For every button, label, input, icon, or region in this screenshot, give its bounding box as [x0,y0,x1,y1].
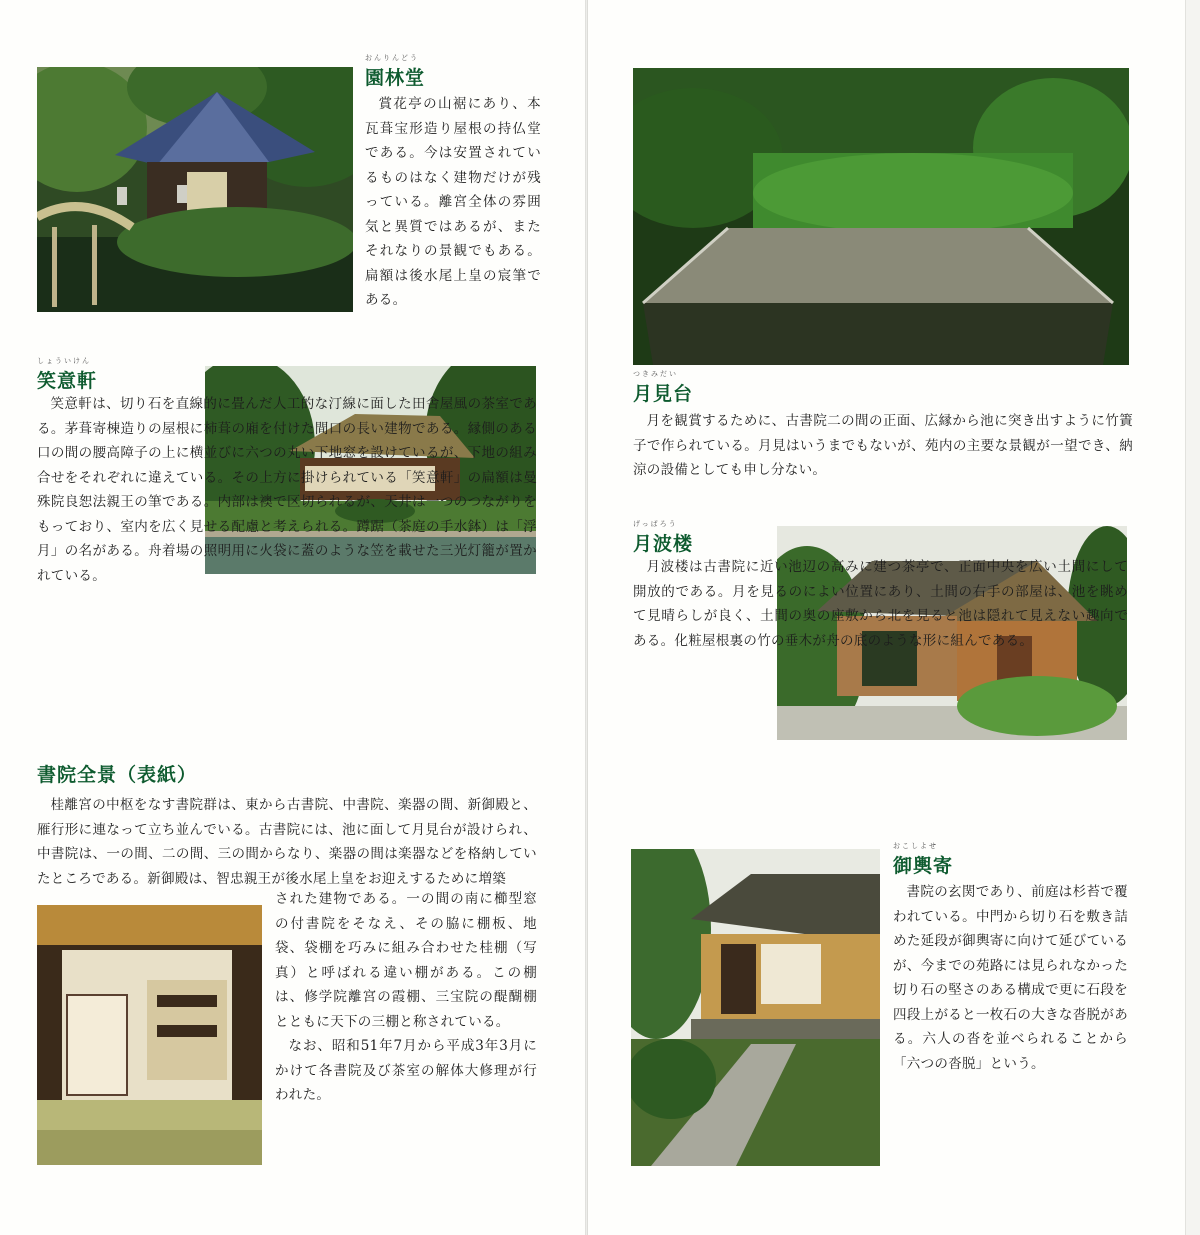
geppa-heading [633,520,773,556]
page-edge [1185,0,1200,1235]
tsukimidai-furigana: つきみだい [633,370,678,378]
shoiken-title: 笑意軒 [37,370,98,392]
geppa-title: 月波楼 [633,533,694,555]
page-fold [585,0,588,1235]
shoiken-heading [37,357,202,393]
shoin-section [37,760,537,891]
shoin-photo [37,905,262,1165]
geppa-furigana: げっぱろう [633,520,678,528]
geppa-body: 月波楼は古書院に近い池辺の高みに建つ茶亭で、正面中央を広い土間にして開放的である。月を見るのによい位置にあり、土間の右手の部屋は、池を眺めて見晴らしが良く、土間の奥の座敷から北を見ると池は隠れて見えない趣向である。化粧屋根裏の竹の垂木が舟の底のような形に組んである。 [633,559,1128,649]
onrindo-title: 園林堂 [365,67,426,89]
tsukimidai-photo [633,68,1129,365]
tsukimidai-section [633,370,1133,483]
shoin-title: 書院全景（表紙） [37,764,198,786]
okoshiyose-body: 書院の玄関であり、前庭は杉苔で覆われている。中門から切り石を敷き詰めた延段が御輿寄に向けて延びているが、今までの苑路には見られなかった切り石の堅さのある構成で更に石段を四段上がると一枚石の大きな沓脱がある。六人の沓を並べられることから「六つの沓脱」という。 [893,884,1128,1072]
shoin-body-3: なお、昭和51年7月から平成3年3月にかけて各書院及び茶室の解体大修理が行われた。 [275,1038,537,1103]
shoin-body-2: された建物である。一の間の南に櫛型窓の付書院をそなえ、その脇に棚板、地袋、袋棚を巧みに組み合わせた桂棚（写真）と呼ばれる違い棚がある。この棚は、修学院離宮の霞棚、三宝院の醍醐棚とともに天下の三棚と称されている。 [275,891,537,1030]
tsukimidai-body: 月を観賞するために、古書院二の間の正面、広縁から池に突き出すように竹簀子で作られている。月見はいうまでもないが、苑内の主要な景観が一望でき、納涼の設備としても申し分ない。 [633,413,1133,478]
onrindo-section [365,54,541,313]
okoshiyose-section [893,842,1128,1076]
okoshiyose-photo [631,849,880,1166]
tsukimidai-title: 月見台 [633,383,694,405]
onrindo-body: 賞花亭の山裾にあり、本瓦葺宝形造り屋根の持仏堂である。今は安置されているものはなく建物だけが残っている。離宮全体の雰囲気と異質ではあるが、またそれなりの景観でもある。扁額は後水尾上皇の宸筆である。 [365,96,541,308]
shoin-body-1: 桂離宮の中枢をなす書院群は、東から古書院、中書院、楽器の間、新御殿と、雁行形に連なって立ち並んでいる。古書院には、池に面して月見台が設けられ、中書院は、一の間、二の間、三の間からなり、楽器の間は楽器などを格納していたところである。新御殿は、智忠親王が後水尾上皇をお迎えするために増築 [37,797,537,887]
shoiken-furigana: しょういけん [37,357,91,365]
onrindo-photo [37,67,353,312]
onrindo-furigana: おんりんどう [365,54,419,62]
okoshiyose-furigana: おこしよせ [893,842,938,850]
okoshiyose-title: 御輿寄 [893,855,954,877]
shoiken-body: 笑意軒は、切り石を直線的に畳んだ人工的な汀線に面した田舎屋風の茶室である。茅葺寄棟造りの屋根に柿葺の廂を付けた間口の長い建物である。縁側のある口の間の腰高障子の上に横並びに六つの丸い下地窓を設けているが、下地の組み合せをそれぞれに違えている。その上方に掛けられている「笑意軒」の扁額は曼殊院良恕法親王の筆である。内部は襖で区切られるが、天井は一つのつながりをもっており、室内を広く見せる配慮と考えられる。蹲踞（茶庭の手水鉢）は「浮月」の名がある。舟着場の照明用に火袋に蓋のような笠を載せた三光灯籠が置かれている。 [37,396,537,584]
